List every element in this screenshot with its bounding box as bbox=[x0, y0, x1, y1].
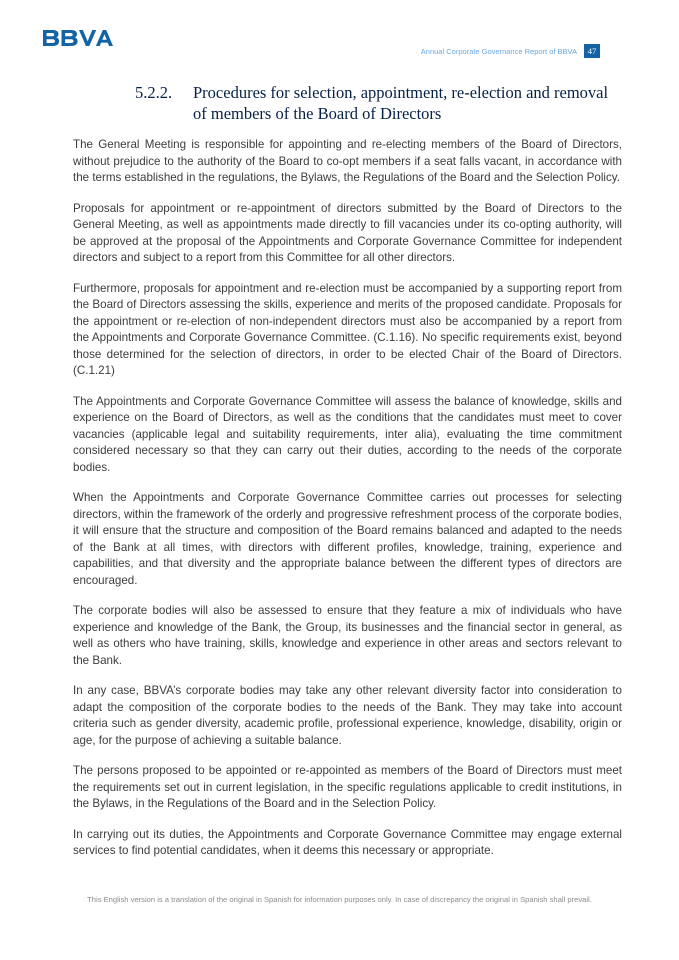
footer-disclaimer: This English version is a translation of the original in Spanish for information purposes only. In case of discrepancy the original in Spanish shall prevail. bbox=[87, 895, 592, 904]
bbva-logo bbox=[43, 29, 119, 47]
page-header bbox=[421, 44, 600, 58]
paragraph: In carrying out its duties, the Appointments and Corporate Governance Committee may engage external services to find potential candidates, when it deems this necessary or appropriate. bbox=[73, 827, 622, 857]
bbva-logo-mark bbox=[43, 29, 119, 47]
paragraph: The Appointments and Corporate Governance Committee will assess the balance of knowledge, skills and experience on the Board of Directors, as well as the conditions that the candidates must meet to cover vacancies (applicable legal and suitability requirements, inter alia), evaluating the time commitment considered necessary so that they can carry out their duties, according to the needs of the corporate bodies. bbox=[73, 394, 622, 474]
paragraph: Furthermore, proposals for appointment and re-election must be accompanied by a supporting report from the Board of Directors assessing the skills, experience and merits of the proposed candidate. Proposals for the appointment or re-election of non-independent directors must also be accompanied by a report from the Appointments and Corporate Governance Committee. (C.1.16). No specific requirements exist, beyond those determined for the selection of directors, in order to be elected Chair of the Board of Directors. (C.1.21) bbox=[73, 281, 622, 377]
paragraph: The persons proposed to be appointed or re-appointed as members of the Board of Directors must meet the requirements set out in current legislation, in the specific regulations applicable to credit institutions, in the Bylaws, in the Regulations of the Board and in the Selection Policy. bbox=[73, 764, 622, 810]
body-text bbox=[73, 137, 622, 860]
report-title: Annual Corporate Governance Report of BBVA bbox=[420, 46, 577, 56]
section-heading bbox=[135, 82, 615, 124]
paragraph: The corporate bodies will also be assessed to ensure that they feature a mix of individuals who have experience and knowledge of the Bank, the Group, its businesses and the financial sector in general, as well as others who have training, skills, knowledge and experience in other areas and sectors relevant to the Bank. bbox=[73, 604, 622, 667]
paragraph: When the Appointments and Corporate Governance Committee carries out processes for selecting directors, within the framework of the orderly and progressive refreshment process of the corporate bodies, it will ensure that the structure and composition of the Board remains balanced and adapted to the needs of the Bank at all times, with directors with different profiles, knowledge, training, experience and capabilities, and that diversity and the appropriate balance between the different types of directors are encouraged. bbox=[73, 491, 622, 587]
paragraph: In any case, BBVA’s corporate bodies may take any other relevant diversity factor into consideration to adapt the composition of the corporate bodies to the needs of the Bank. They may take into account criteria such as gender diversity, academic profile, professional experience, knowledge, disability, origin or age, for the purpose of achieving a suitable balance. bbox=[73, 684, 622, 747]
section-title: Procedures for selection, appointment, re-election and removal of members of the Board of Directors bbox=[193, 83, 609, 123]
page-number: 47 bbox=[584, 44, 600, 58]
section-number: 5.2.2. bbox=[135, 83, 173, 102]
paragraph: Proposals for appointment or re-appointment of directors submitted by the Board of Directors to the General Meeting, as well as appointments made directly to fill vacancies under its co-opting authority, will be approved at the proposal of the Appointments and Corporate Governance Committee for independent directors and subject to a report from this Committee for all other directors. bbox=[73, 201, 622, 264]
paragraph: The General Meeting is responsible for appointing and re-electing members of the Board of Directors, without prejudice to the authority of the Board to co-opt members if a seat falls vacant, in accordance with the terms established in the regulations, the Bylaws, the Regulations of the Board and the Selection Policy. bbox=[73, 138, 622, 184]
